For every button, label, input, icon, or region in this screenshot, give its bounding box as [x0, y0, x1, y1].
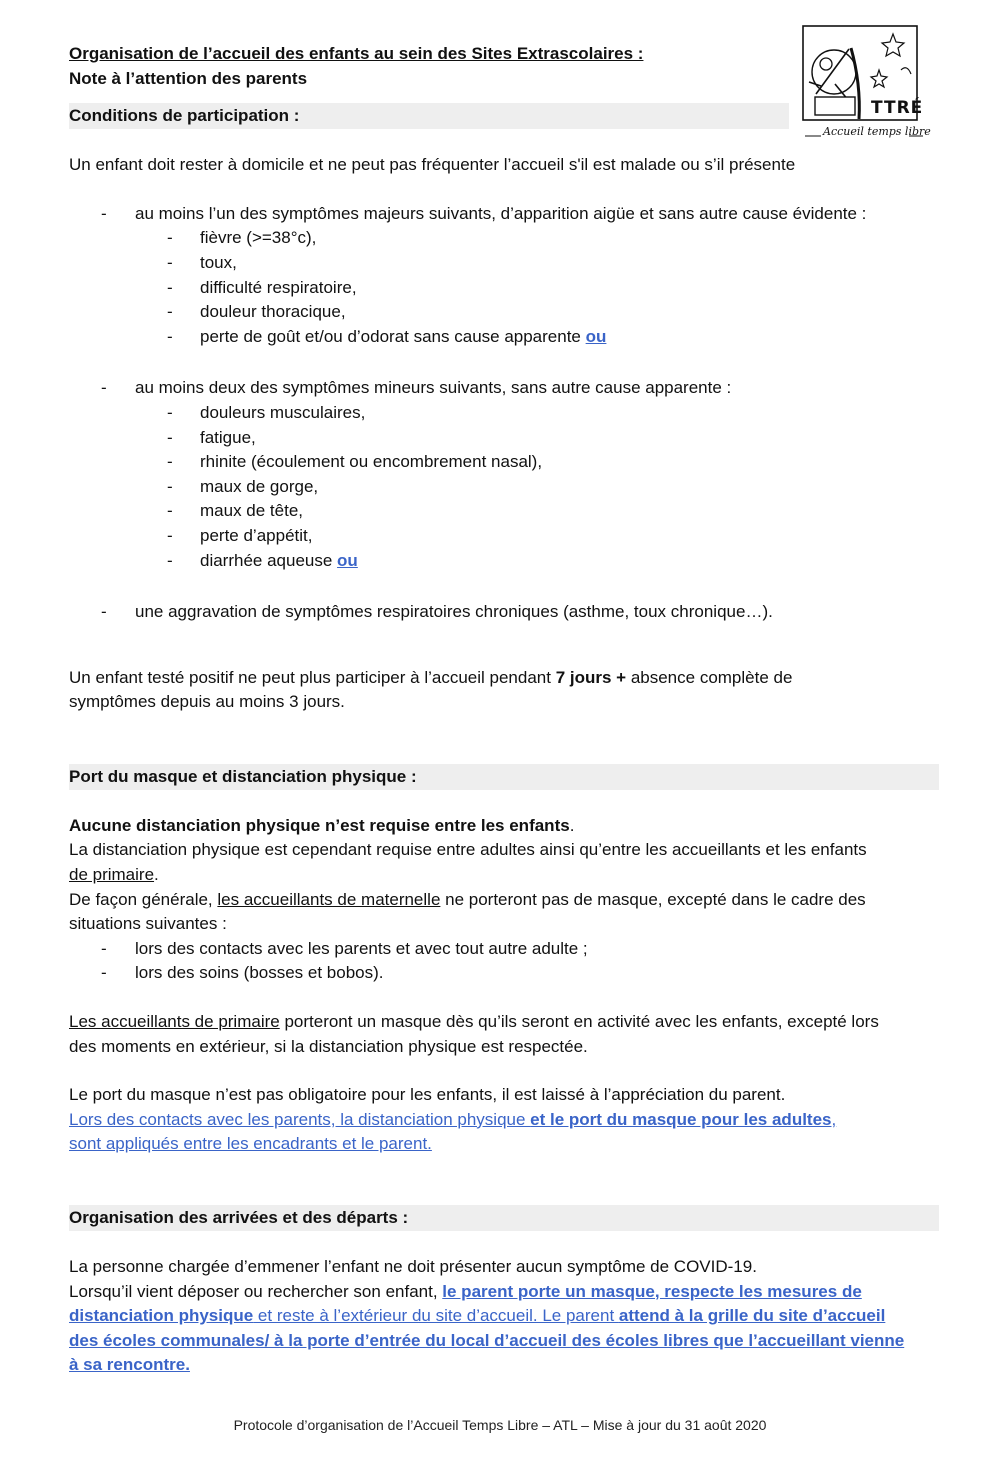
- major-item: - perte de goût et/ou d’odorat sans cause apparente ou: [69, 325, 939, 350]
- page-footer: Protocole d’organisation de l’Accueil Temps Libre – ATL – Mise à jour du 31 août 2020: [233, 1417, 767, 1433]
- positive-test-paragraph: Un enfant testé positif ne peut plus participer à l’accueil pendant 7 jours + absence complète de: [69, 667, 793, 687]
- major-symptoms: - au moins l’un des symptômes majeurs suivants, d’apparition aigüe et sans autre cause évidente :: [69, 202, 939, 227]
- chronic-symptoms: - une aggravation de symptômes respiratoires chroniques (asthme, toux chronique…).: [69, 600, 939, 625]
- atl-logo: [801, 24, 937, 142]
- situation-item: - lors des contacts avec les parents et avec tout autre adulte ;: [69, 937, 939, 962]
- conditions-intro: Un enfant doit rester à domicile et ne peut pas fréquenter l’accueil s'il est malade ou s’il présente: [69, 155, 796, 175]
- arrivees-line: Lorsqu’il vient déposer ou rechercher son enfant, le parent porte un masque, respecte les mesures de: [69, 1281, 862, 1301]
- minor-item: - perte d’appétit,: [69, 524, 939, 549]
- ou-link: ou: [585, 326, 607, 346]
- section-heading-arrivees: Organisation des arrivées et des départs :: [69, 1205, 939, 1231]
- minor-item: - maux de gorge,: [69, 475, 939, 500]
- section-heading-conditions: Conditions de participation :: [69, 103, 789, 129]
- major-item: - difficulté respiratoire,: [69, 276, 939, 301]
- logo-caption: Accueil temps libre: [823, 125, 931, 138]
- arrivees-line: à sa rencontre.: [69, 1355, 190, 1375]
- situation-item: - lors des soins (bosses et bobos).: [69, 961, 939, 986]
- minor-item: - rhinite (écoulement ou encombrement nasal),: [69, 450, 939, 475]
- minor-item: - fatigue,: [69, 426, 939, 451]
- distanciation-line: situations suivantes :: [69, 914, 227, 934]
- arrivees-line: distanciation physique et reste à l’extérieur du site d’accueil. Le parent attend à la grille du site d’accueil: [69, 1306, 886, 1326]
- minor-item: - maux de tête,: [69, 499, 939, 524]
- distanciation-line: de primaire.: [69, 865, 159, 885]
- document-body: [69, 42, 939, 1378]
- minor-symptoms: - au moins deux des symptômes mineurs suivants, sans autre cause apparente :: [69, 376, 939, 401]
- contacts-parents-line-2: sont appliqués entre les encadrants et le parent.: [69, 1134, 432, 1154]
- minor-item: - douleurs musculaires,: [69, 401, 939, 426]
- ou-link: ou: [337, 550, 358, 570]
- arrivees-line: La personne chargée d’emmener l’enfant ne doit présenter aucun symptôme de COVID-19.: [69, 1257, 757, 1276]
- distanciation-line: La distanciation physique est cependant requise entre adultes ainsi qu’entre les accueillants et les enfants: [69, 840, 867, 860]
- primaire-paragraph-2: des moments en extérieur, si la distanciation physique est respectée.: [69, 1036, 588, 1056]
- masque-enfants-paragraph: Le port du masque n’est pas obligatoire pour les enfants, il est laissé à l’appréciation du parent.: [69, 1085, 786, 1105]
- major-item: - douleur thoracique,: [69, 300, 939, 325]
- minor-item: - diarrhée aqueuse ou: [69, 549, 939, 574]
- title-line-1: Organisation de l’accueil des enfants au sein des Sites Extrascolaires :: [69, 44, 644, 63]
- positive-test-paragraph-2: symptômes depuis au moins 3 jours.: [69, 692, 345, 712]
- arrivees-line: des écoles communales/ à la porte d’entrée du local d’accueil des écoles libres que l’accueillant vienne: [69, 1330, 905, 1350]
- title-line-2: Note à l’attention des parents: [69, 68, 308, 88]
- logo-letters: TTRÉ: [871, 98, 924, 118]
- distanciation-line: De façon générale, les accueillants de maternelle ne porteront pas de masque, excepté dans le cadre des: [69, 889, 866, 909]
- contacts-parents-line: Lors des contacts avec les parents, la distanciation physique et le port du masque pour les adultes,: [69, 1109, 837, 1129]
- major-item: - toux,: [69, 251, 939, 276]
- distanciation-bold: Aucune distanciation physique n’est requise entre les enfants.: [69, 815, 575, 835]
- section-heading-masque: Port du masque et distanciation physique :: [69, 764, 939, 790]
- major-item: - fièvre (>=38°c),: [69, 226, 939, 251]
- primaire-paragraph: Les accueillants de primaire porteront un masque dès qu’ils seront en activité avec les enfants, excepté lors: [69, 1012, 879, 1032]
